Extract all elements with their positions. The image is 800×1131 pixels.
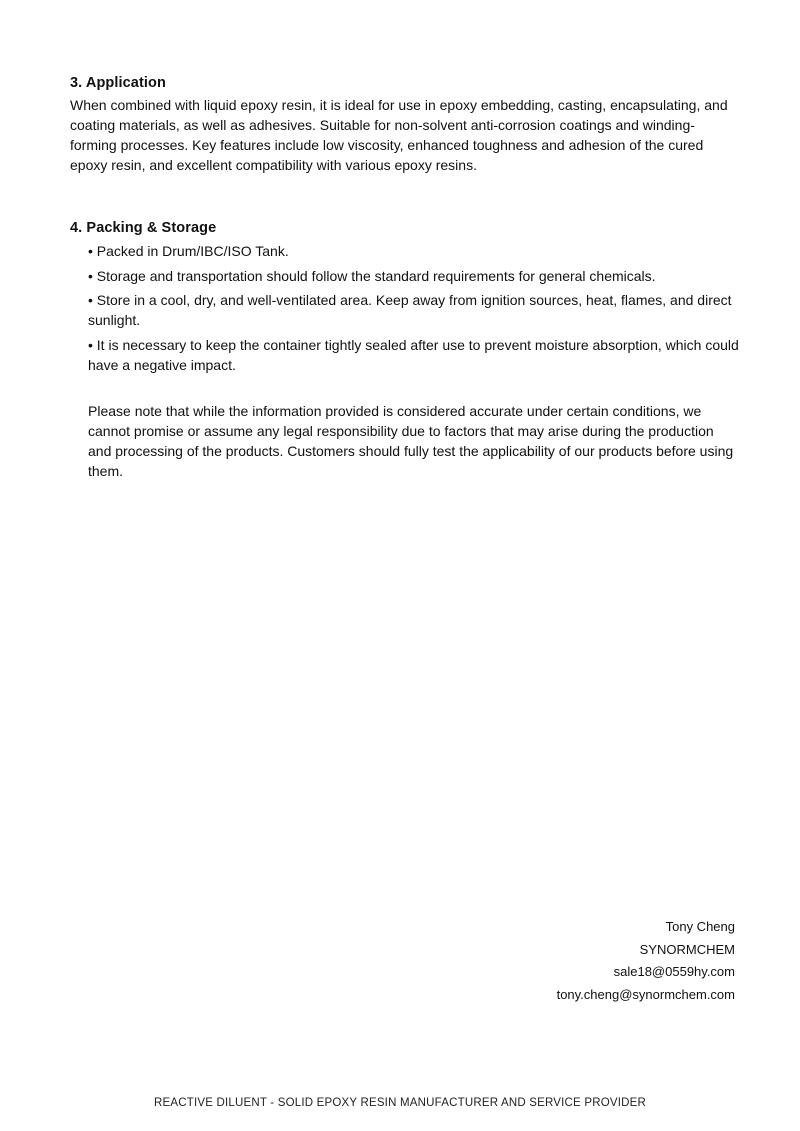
application-paragraph: When combined with liquid epoxy resin, it is ideal for use in epoxy embedding, casting, encapsulating, and coating materials, as well as adhesives. Suitable for non-solvent anti-corrosion coatings and winding-forming processes. Key features include low viscosity, enhanced toughness and adhesion of the cured epoxy resin, and excellent compatibility with various epoxy resins. [70,97,728,173]
contact-company: SYNORMCHEM [639,941,735,957]
disclaimer-paragraph: Please note that while the information provided is considered accurate under certain conditions, we cannot promise or assume any legal responsibility due to factors that may arise during the production and processing of the products. Customers should fully test the applicability of our products before using them. [88,403,734,479]
contact-email-sales[interactable]: sale18@0559hy.com [613,964,735,980]
page-footer: REACTIVE DILUENT - SOLID EPOXY RESIN MANUFACTURER AND SERVICE PROVIDER [154,1097,646,1109]
list-item: • Storage and transportation should follow the standard requirements for general chemicals. [88,267,656,284]
contact-block [557,916,735,1007]
packing-bullet-list [88,241,740,375]
contact-name: Tony Cheng [665,919,735,934]
list-item: • Store in a cool, dry, and well-ventilated area. Keep away from ignition sources, heat, flames, and direct sunlight. [88,292,732,329]
list-item: • Packed in Drum/IBC/ISO Tank. [88,243,289,259]
section-packing-storage [70,218,740,379]
section-application [70,73,740,175]
contact-email-personal[interactable]: tony.cheng@synormchem.com [556,987,735,1003]
list-item: • It is necessary to keep the container tightly sealed after use to prevent moisture absorption, which could have a negative impact. [88,336,739,373]
section-heading-packing-storage: 4. Packing & Storage [70,220,217,236]
section-heading-application: 3. Application [70,75,166,91]
